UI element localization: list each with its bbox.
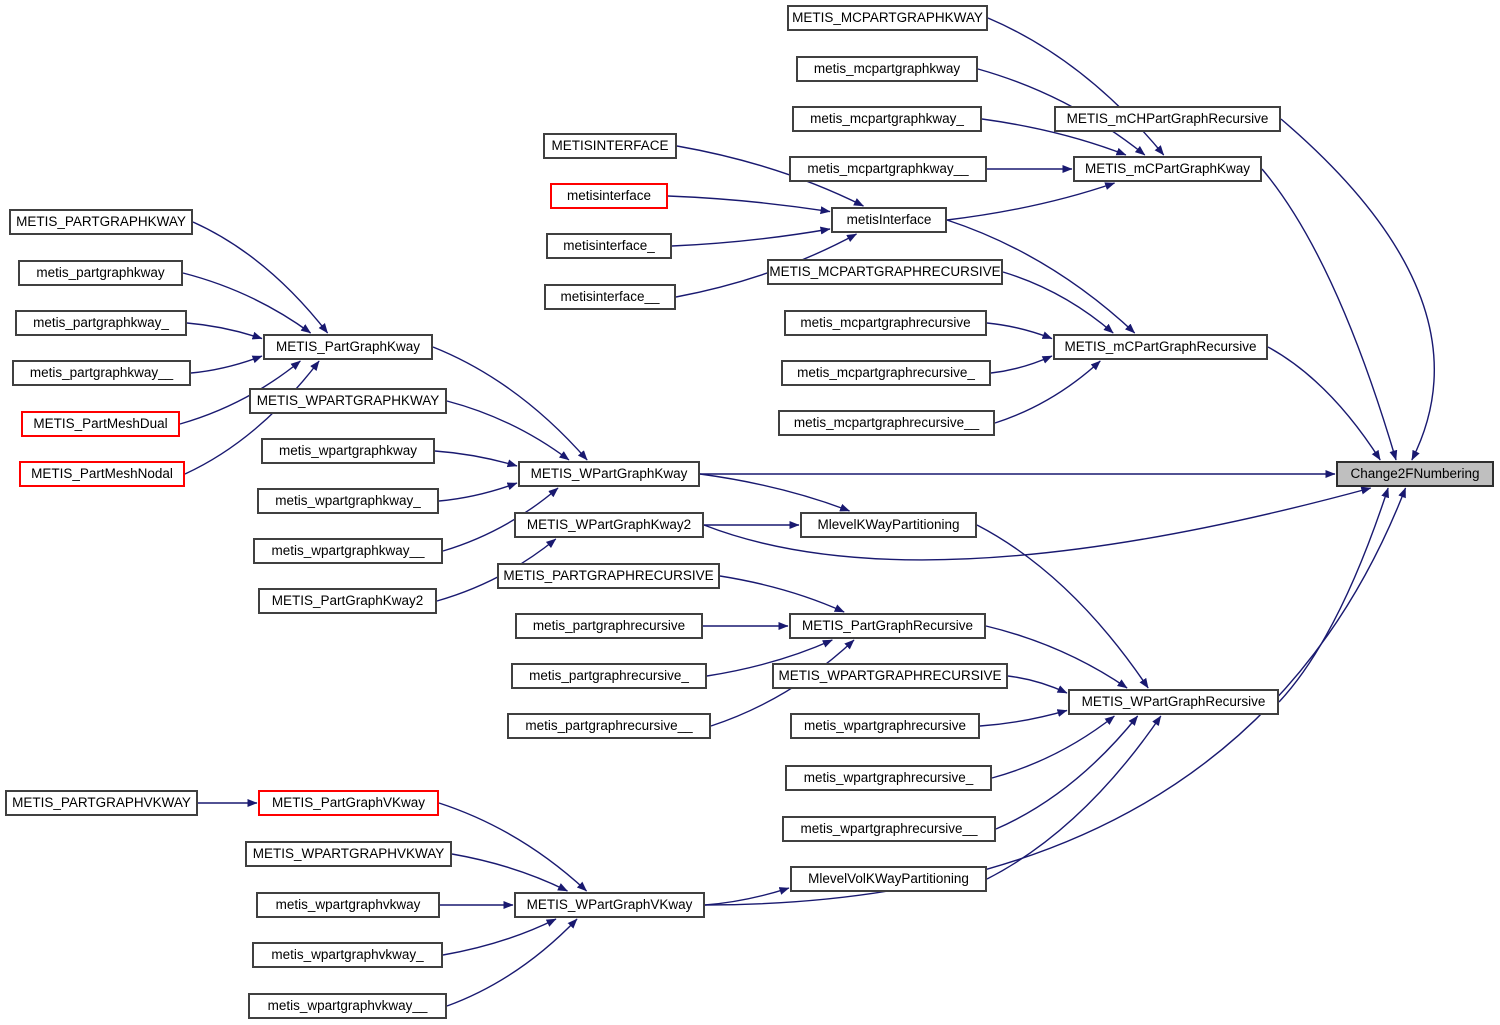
node-metis-partmeshdual[interactable] (21, 411, 180, 437)
node-metis-mcpartgraphrecursive[interactable] (781, 360, 991, 386)
edge-metisinterface-to-metisinterface (668, 196, 830, 212)
node-metisinterface[interactable] (550, 183, 668, 209)
node-metis-partgraphvkway[interactable] (258, 790, 439, 816)
node-label: metis_wpartgraphkway (278, 443, 418, 459)
node-label: metis_partgraphrecursive (532, 618, 686, 634)
node-metis-wpartgraphrecursive[interactable] (1068, 689, 1279, 715)
node-metis-mcpartgraphrecursive[interactable] (778, 410, 995, 436)
edge-metis-wpartgraphvkway-to-metis-wpartgraphvkway (443, 919, 556, 955)
node-metis-partgraphrecursive[interactable] (507, 713, 711, 739)
edge-metis-wpartgraphvkway-to-metis-wpartgraphvkway (452, 854, 567, 891)
node-label: metisinterface__ (560, 289, 660, 305)
node-metisinterface[interactable] (544, 284, 676, 310)
node-label: metisinterface_ (563, 238, 655, 254)
node-label: metis_wpartgraphvkway (275, 897, 421, 913)
node-metis-wpartgraphkway[interactable] (261, 438, 435, 464)
edge-mlevelvolkwaypartitioning-to-metis-wpartgraphrecursive (987, 716, 1161, 879)
edge-metis-mcpartgraphrecursive-to-metis-mcpartgraphrecursive (991, 356, 1052, 373)
node-label: METIS_PartGraphKway (275, 339, 421, 355)
node-metis-partgraphrecursive[interactable] (497, 563, 720, 589)
node-label: METISINTERFACE (551, 138, 669, 154)
node-metis-mcpartgraphkway[interactable] (789, 156, 987, 182)
node-metisinterface[interactable] (831, 207, 947, 233)
node-label: metis_wpartgraphvkway_ (271, 947, 424, 963)
node-metis-partgraphkway[interactable] (263, 334, 433, 360)
node-label: METIS_MCPARTGRAPHRECURSIVE (769, 264, 1001, 280)
node-change2fnumbering (1336, 461, 1494, 487)
edge-metis-wpartgraphvkway-to-change2fnumbering (705, 488, 1406, 905)
node-metis-partgraphkway2[interactable] (258, 588, 437, 614)
node-label: METIS_PartGraphVKway (271, 795, 426, 811)
node-metis-mcpartgraphkway[interactable] (792, 106, 982, 132)
edge-metis-wpartgraphvkway-to-metis-wpartgraphvkway (447, 919, 577, 1006)
edge-metis-wpartgraphkway-to-metis-wpartgraphkway (439, 483, 517, 501)
edge-metis-wpartgraphkway-to-metis-wpartgraphkway (447, 401, 569, 460)
edge-metis-mcpartgraphkway-to-change2fnumbering (1262, 169, 1396, 460)
node-label: metis_wpartgraphrecursive_ (803, 770, 974, 786)
node-label: metis_wpartgraphvkway__ (267, 998, 428, 1014)
node-label: metis_mcpartgraphkway_ (810, 111, 964, 127)
node-label: METIS_PARTGRAPHRECURSIVE (503, 568, 714, 584)
node-metis-wpartgraphrecursive[interactable] (782, 816, 996, 842)
node-metis-wpartgraphrecursive[interactable] (785, 765, 992, 791)
node-metis-wpartgraphkway[interactable] (518, 461, 700, 487)
node-label: metis_wpartgraphkway__ (271, 543, 425, 559)
node-label: METIS_WPARTGRAPHVKWAY (252, 846, 445, 862)
node-metis-mcpartgraphkway[interactable] (1073, 156, 1262, 182)
edge-metis-wpartgraphrecursive-to-change2fnumbering (1279, 488, 1388, 702)
node-label: metis_mcpartgraphrecursive__ (793, 415, 980, 431)
edge-metis-wpartgraphkway-to-mlevelkwaypartitioning (700, 474, 850, 511)
node-metis-wpartgraphkway[interactable] (249, 388, 447, 414)
node-metis-wpartgraphvkway[interactable] (245, 841, 452, 867)
edge-metis-mcpartgraphrecursive-to-metis-mcpartgraphrecursive (987, 323, 1052, 339)
node-metis-mchpartgraphrecursive[interactable] (1054, 106, 1281, 132)
edge-metis-partgraphrecursive-to-metis-partgraphrecursive (720, 576, 844, 612)
edge-metis-partgraphkway-to-metis-partgraphkway (193, 222, 328, 333)
node-mlevelvolkwaypartitioning[interactable] (790, 866, 987, 892)
node-metis-wpartgraphkway[interactable] (257, 488, 439, 514)
node-label: metis_mcpartgraphkway__ (807, 161, 969, 177)
node-metis-mcpartgraphkway[interactable] (787, 5, 988, 31)
node-label: metis_partgraphkway (36, 265, 165, 281)
edge-metis-mchpartgraphrecursive-to-change2fnumbering (1281, 119, 1434, 460)
node-label: metis_mcpartgraphkway (813, 61, 961, 77)
node-metis-partgraphkway[interactable] (9, 209, 193, 235)
edge-metis-mcpartgraphrecursive-to-metis-mcpartgraphrecursive (1003, 272, 1113, 333)
edge-metis-wpartgraphkway-to-metis-wpartgraphkway (435, 451, 517, 466)
node-metis-wpartgraphvkway[interactable] (514, 892, 705, 918)
node-label: metis_partgraphkway_ (33, 315, 169, 331)
node-metis-partgraphkway[interactable] (15, 310, 187, 336)
node-label: METIS_PartMeshDual (33, 416, 168, 432)
node-metis-wpartgraphrecursive[interactable] (772, 663, 1008, 689)
node-metis-mcpartgraphrecursive[interactable] (1053, 334, 1268, 360)
node-mlevelkwaypartitioning[interactable] (800, 512, 977, 538)
node-label: METIS_PARTGRAPHKWAY (16, 214, 186, 230)
edge-metis-mcpartgraphkway-to-metis-mcpartgraphkway (988, 18, 1164, 155)
node-metis-partgraphrecursive[interactable] (515, 613, 703, 639)
node-label: metis_partgraphrecursive_ (529, 668, 689, 684)
node-label: metis_mcpartgraphrecursive_ (797, 365, 975, 381)
node-metis-partgraphvkway[interactable] (5, 790, 198, 816)
node-label: METIS_WPARTGRAPHKWAY (256, 393, 440, 409)
edge-metisinterface-to-metis-mcpartgraphkway (947, 183, 1115, 220)
edge-metis-mcpartgraphrecursive-to-change2fnumbering (1268, 347, 1380, 460)
node-label: METIS_MCPARTGRAPHKWAY (792, 10, 983, 26)
node-label: METIS_PARTGRAPHVKWAY (12, 795, 191, 811)
node-label: METIS_WPartGraphRecursive (1081, 694, 1266, 710)
node-label: MlevelKWayPartitioning (817, 517, 960, 533)
node-metis-partgraphkway[interactable] (12, 360, 191, 386)
node-metis-wpartgraphvkway[interactable] (248, 993, 447, 1019)
node-metis-partgraphkway[interactable] (18, 260, 183, 286)
node-label: METIS_WPARTGRAPHRECURSIVE (778, 668, 1002, 684)
node-metis-wpartgraphkway2[interactable] (514, 512, 704, 538)
node-label: METIS_mCHPartGraphRecursive (1066, 111, 1269, 127)
node-metis-partgraphrecursive[interactable] (511, 663, 707, 689)
node-label: METIS_PartMeshNodal (31, 466, 173, 482)
edge-metis-wpartgraphrecursive-to-metis-wpartgraphrecursive (980, 710, 1067, 726)
edge-metis-wpartgraphrecursive-to-metis-wpartgraphrecursive (1008, 676, 1067, 693)
edge-metisinterface-to-metisinterface (672, 229, 830, 246)
node-metis-partmeshnodal[interactable] (19, 461, 185, 487)
node-label: metis_partgraphrecursive__ (525, 718, 693, 734)
edge-metis-partgraphkway-to-metis-partgraphkway (191, 356, 262, 373)
node-label: METIS_mCPartGraphKway (1084, 161, 1251, 177)
node-label: metisInterface (846, 212, 932, 228)
node-metis-wpartgraphvkway[interactable] (256, 892, 440, 918)
node-metis-mcpartgraphrecursive[interactable] (784, 310, 987, 336)
node-label: METIS_WPartGraphVKway (526, 897, 693, 913)
node-label: metis_mcpartgraphrecursive (800, 315, 971, 331)
node-label: metis_wpartgraphrecursive (803, 718, 967, 734)
node-metis-wpartgraphrecursive[interactable] (790, 713, 980, 739)
edge-metis-partgraphvkway-to-metis-wpartgraphvkway (439, 803, 587, 891)
node-metisinterface[interactable] (546, 233, 672, 259)
node-label: MlevelVolKWayPartitioning (808, 871, 969, 887)
node-label: metis_wpartgraphrecursive__ (800, 821, 978, 837)
node-metis-wpartgraphkway[interactable] (253, 538, 443, 564)
node-metisinterface[interactable] (543, 133, 677, 159)
edge-metis-partgraphkway-to-metis-partgraphkway (187, 323, 262, 339)
node-metis-partgraphrecursive[interactable] (789, 613, 986, 639)
node-label: METIS_PartGraphKway2 (271, 593, 424, 609)
node-label: METIS_WPartGraphKway (530, 466, 688, 482)
node-metis-mcpartgraphkway[interactable] (796, 56, 978, 82)
node-label: METIS_PartGraphRecursive (801, 618, 974, 634)
node-label: metis_partgraphkway__ (29, 365, 174, 381)
node-label: metisinterface (566, 188, 652, 204)
edge-metis-wpartgraphrecursive-to-metis-wpartgraphrecursive (996, 716, 1138, 829)
node-metis-wpartgraphvkway[interactable] (252, 942, 443, 968)
node-label: metis_wpartgraphkway_ (275, 493, 421, 509)
edge-metis-wpartgraphrecursive-to-metis-wpartgraphrecursive (992, 716, 1114, 778)
node-metis-mcpartgraphrecursive[interactable] (767, 259, 1003, 285)
node-label: METIS_WPartGraphKway2 (526, 517, 692, 533)
node-label: METIS_mCPartGraphRecursive (1064, 339, 1257, 355)
node-label: Change2FNumbering (1350, 466, 1480, 482)
